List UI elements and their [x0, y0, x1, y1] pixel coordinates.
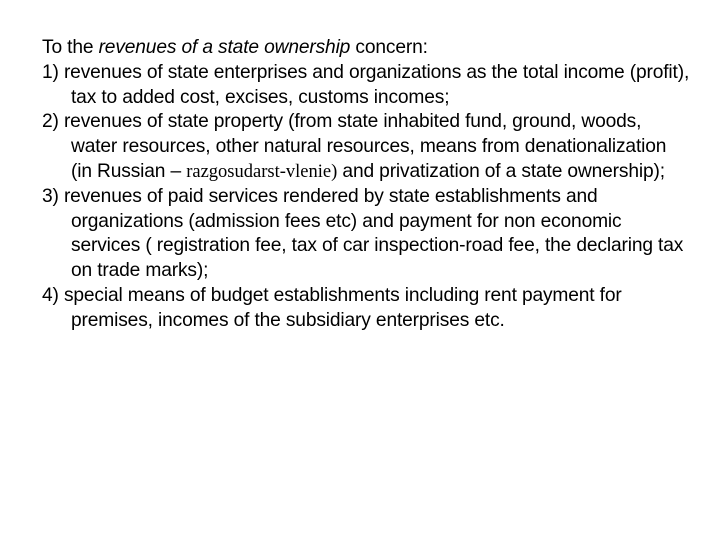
slide-body	[42, 36, 692, 334]
intro-italic-phrase: revenues of a state ownership	[98, 37, 351, 58]
list-item-3: 3) revenues of paid services rendered by state establishments and organizations (admission fees etc) and payment for non economic services ( registration fee, tax of car inspection-road fee, the declaring tax on trade marks);	[42, 185, 684, 282]
list-item-2-text: 2) revenues of state property (from state inhabited fund, ground, woods, water resources, other natural resources, means from denationalization (in Russian –	[42, 111, 667, 182]
list-item-2-tail: and privatization of a state ownership);	[337, 160, 665, 182]
russian-term: razgosudarst-vlenie)	[186, 161, 338, 182]
intro-line	[42, 36, 692, 61]
intro-after: concern:	[350, 37, 428, 58]
intro-before: To the	[42, 37, 99, 58]
list-item-4: 4) special means of budget establishments including rent payment for premises, incomes of the subsidiary enterprises etc.	[42, 284, 622, 331]
list-item-1: 1) revenues of state enterprises and organizations as the total income (profit), tax to added cost, excises, customs incomes;	[42, 61, 690, 108]
list-item-2	[42, 110, 692, 184]
